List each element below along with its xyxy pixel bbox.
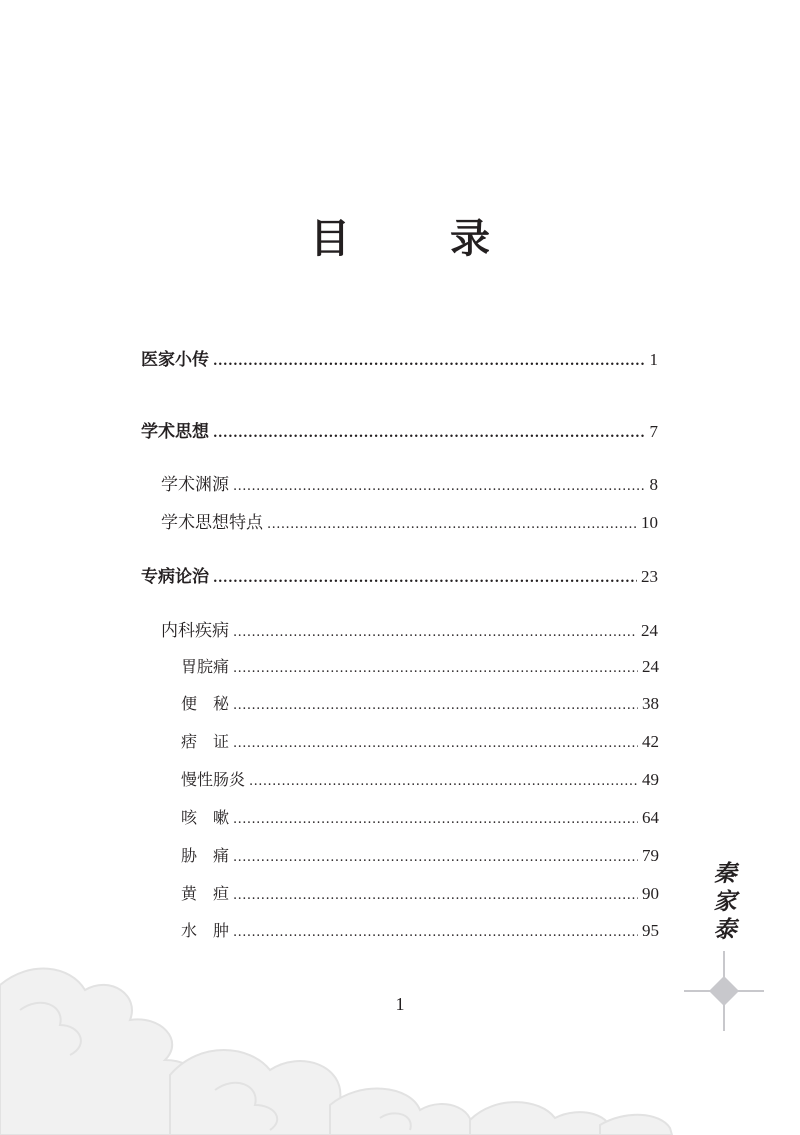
toc-entry[interactable] <box>161 508 658 533</box>
toc-entry-label: 便 秘 <box>181 694 230 713</box>
toc-leader-dots <box>233 736 638 751</box>
toc-entry-page: 90 <box>642 884 659 903</box>
toc-leader-dots <box>233 850 638 865</box>
toc-entry[interactable] <box>181 843 659 866</box>
side-book-title <box>708 860 742 944</box>
toc-entry-label: 学术思想 <box>141 422 209 442</box>
toc-entry-label: 黄 疸 <box>181 884 230 903</box>
toc-entry-label: 内科疾病 <box>161 621 229 641</box>
toc-entry[interactable] <box>161 616 658 641</box>
toc-leader-dots <box>233 812 638 827</box>
toc-entry[interactable] <box>181 881 659 904</box>
toc-leader-dots <box>213 426 646 441</box>
toc-entry[interactable] <box>141 345 658 370</box>
toc-entry-page: 7 <box>649 422 658 441</box>
toc-entry-page: 42 <box>642 732 659 751</box>
toc-entry[interactable] <box>141 562 658 587</box>
toc-leader-dots <box>233 925 638 940</box>
diamond-ornament-icon <box>684 951 764 1031</box>
toc-leader-dots <box>233 888 638 903</box>
toc-entry-label: 痞 证 <box>181 732 230 751</box>
toc-entry-page: 10 <box>641 513 658 532</box>
toc-entry-label: 专病论治 <box>141 567 209 587</box>
toc-entry-page: 79 <box>642 846 659 865</box>
toc-entry-label: 咳 嗽 <box>181 808 230 827</box>
side-title-char: 家 <box>713 888 737 915</box>
toc-leader-dots <box>233 698 638 713</box>
page-number: 1 <box>395 994 405 1014</box>
side-title-char: 泰 <box>713 916 737 943</box>
toc-entry-label: 胃脘痛 <box>181 657 230 676</box>
toc-entry-label: 医家小传 <box>141 350 209 370</box>
toc-entry-label: 学术渊源 <box>161 475 229 495</box>
toc-entry-page: 38 <box>642 694 659 713</box>
toc-entry-label: 学术思想特点 <box>161 513 263 533</box>
toc-entry-label: 水 肿 <box>181 921 230 940</box>
toc-leader-dots <box>233 625 637 640</box>
toc-entry-page: 24 <box>641 621 658 640</box>
toc-entry-page: 95 <box>642 921 659 940</box>
toc-entry[interactable] <box>181 918 659 941</box>
toc-leader-dots <box>267 517 637 532</box>
toc-entry[interactable] <box>141 417 658 442</box>
toc-entry-page: 64 <box>642 808 659 827</box>
side-title-char: 秦 <box>713 860 737 887</box>
toc-entry[interactable] <box>181 691 659 714</box>
toc-entry[interactable] <box>181 654 659 677</box>
toc-leader-dots <box>233 661 638 676</box>
toc-entry-page: 49 <box>642 770 659 789</box>
toc-entry[interactable] <box>181 767 659 790</box>
toc-entry-page: 23 <box>641 567 658 586</box>
toc-entry[interactable] <box>181 729 659 752</box>
toc-entry-label: 慢性肠炎 <box>181 770 246 789</box>
page-title: 目 录 <box>310 215 520 262</box>
toc-entry[interactable] <box>181 805 659 828</box>
toc-entry-page: 24 <box>642 657 659 676</box>
toc-entry-label: 胁 痛 <box>181 846 230 865</box>
toc-entry[interactable] <box>161 470 658 495</box>
toc-entry-page: 8 <box>649 475 658 494</box>
toc-entry-page: 1 <box>649 350 658 369</box>
toc-leader-dots <box>249 774 638 789</box>
toc-leader-dots <box>213 571 637 586</box>
toc-leader-dots <box>213 354 646 369</box>
toc-leader-dots <box>233 479 646 494</box>
